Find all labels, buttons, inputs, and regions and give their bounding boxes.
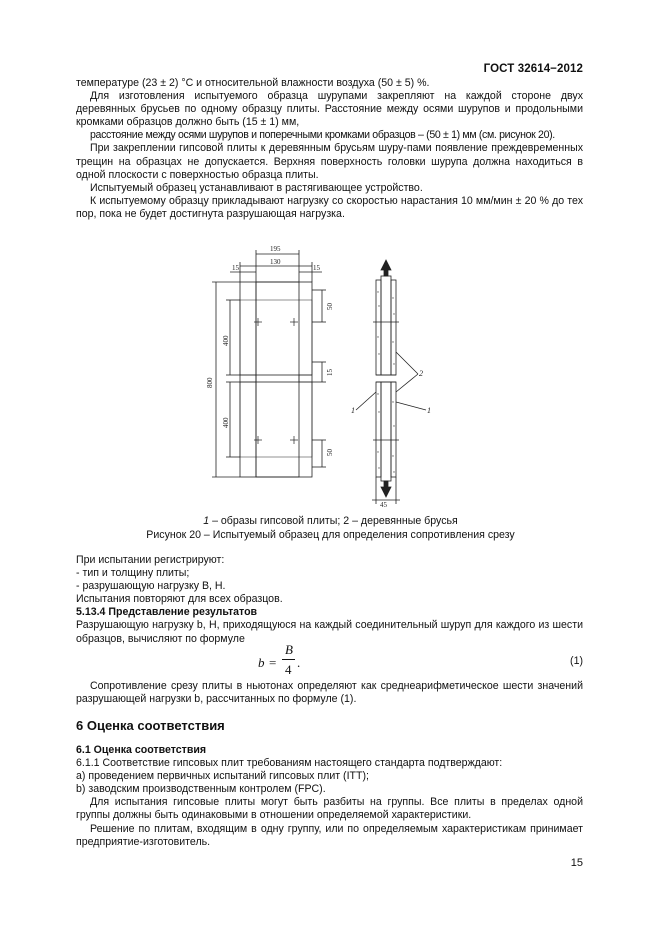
paragraph: расстояние между осями шурупов и поперечными кромками образцов – (50 ± 1) мм (см. рисунок 20). xyxy=(90,129,555,142)
dim-50-top: 50 xyxy=(326,303,334,310)
conformity-text xyxy=(76,744,583,849)
paragraph: Для изготовления испытуемого образца шурупами закрепляют на каждой стороне двух деревянных брусьев по одному образцу плиты. Расстояние между осями шурупов и продольными кромками образцов должно быть (15 ± 1) мм, xyxy=(76,90,583,129)
result-text xyxy=(76,680,583,706)
formula-denominator: 4 xyxy=(285,662,292,677)
dim-50-bottom: 50 xyxy=(326,449,334,456)
paragraph: Испытания повторяют для всех образцов. xyxy=(76,593,283,606)
paragraph: Разрушающую нагрузку b, Н, приходящуюся на каждый соединительный шуруп для каждого из шести образцов, вычисляют по формуле xyxy=(76,619,583,645)
specimen-drawing xyxy=(206,242,468,509)
fraction-bar xyxy=(282,659,295,660)
figure-legend xyxy=(0,515,661,527)
section-heading-5-13-4: 5.13.4 Представление результатов xyxy=(76,606,258,619)
wooden-beam-outline xyxy=(256,282,299,477)
standard-header: ГОСТ 32614−2012 xyxy=(483,63,583,75)
paragraph: При закреплении гипсовой плиты к деревянным брусьям шуру-пами появление преждевременных трещин на образцах не допускается. Верхняя поверхность головки шурупа должна находиться в одной плоскости с поверхностью образца плиты. xyxy=(76,142,583,181)
dim-800: 800 xyxy=(206,377,214,388)
dim-400-bottom: 400 xyxy=(222,417,230,428)
page-number: 15 xyxy=(570,857,583,869)
test-procedure-text xyxy=(76,77,583,221)
list-item: - тип и толщину плиты; xyxy=(76,567,190,580)
dim-45: 45 xyxy=(380,501,387,509)
legend-number-1: 1 xyxy=(203,515,210,527)
equation-number: (1) xyxy=(570,655,583,667)
dim-130: 130 xyxy=(270,258,281,266)
arrow-down-icon xyxy=(381,487,391,497)
paragraph: При испытании регистрируют: xyxy=(76,554,225,566)
registration-list xyxy=(76,554,583,646)
dim-400-top: 400 xyxy=(222,335,230,346)
paragraph: Испытуемый образец устанавливают в растягивающее устройство. xyxy=(90,181,423,194)
board-left-top xyxy=(376,280,381,375)
paragraph: К испытуемому образцу прикладывают нагрузку со скоростью нарастания 10 мм/мин ± 20 % до тех пор, пока не будет достигнута разрушающая нагрузка. xyxy=(76,194,583,220)
paragraph: Для испытания гипсовые плиты могут быть разбиты на группы. Все плиты в пределах одной группы должны быть одинаковыми в отношении определяемой характеристики. xyxy=(76,796,583,822)
arrow-up-icon xyxy=(381,260,391,270)
section-heading-6: 6 Оценка соответствия xyxy=(76,718,225,733)
board-left-bottom xyxy=(376,382,381,477)
legend-text-1: – образы гипсовой плиты; xyxy=(209,515,344,527)
paragraph: Решение по плитам, входящим в одну группу, или по определяемым характеристикам принимает предприятие-изготовитель. xyxy=(76,822,583,848)
figure-20 xyxy=(206,242,468,509)
dim-15-left: 15 xyxy=(232,264,239,272)
formula-dot: . xyxy=(297,655,301,670)
label-1-right: 1 xyxy=(427,406,431,415)
label-2: 2 xyxy=(419,369,423,378)
formula-lhs: b xyxy=(258,655,265,670)
paragraph: температуре (23 ± 2) °С и относительной влажности воздуха (50 ± 5) %. xyxy=(76,77,430,89)
paragraph: Сопротивление срезу плиты в ньютонах определяют как среднеарифметическое шести значений разрушающей нагрузки b, рассчитанных по формуле (1). xyxy=(76,680,583,706)
legend-number-2: 2 xyxy=(343,515,350,527)
board-right-bottom xyxy=(391,382,396,477)
dim-15-right: 15 xyxy=(313,264,320,272)
label-1-left: 1 xyxy=(351,406,355,415)
formula-equals: = xyxy=(269,655,277,670)
list-item: - разрушающую нагрузку B, Н. xyxy=(76,580,226,593)
board-outline xyxy=(240,282,312,477)
formula-1 xyxy=(240,642,380,682)
paragraph: 6.1.1 Соответствие гипсовых плит требованиям настоящего стандарта подтверждают: xyxy=(76,757,503,770)
list-item: а) проведением первичных испытаний гипсовых плит (ITT); xyxy=(76,770,369,783)
section-heading-6-1: 6.1 Оценка соответствия xyxy=(76,744,207,756)
legend-text-2: – деревянные брусья xyxy=(349,515,458,527)
list-item: b) заводским производственным контролем (FPC). xyxy=(76,783,326,796)
board-right-top xyxy=(391,280,396,375)
dim-195: 195 xyxy=(270,245,281,253)
dim-15-middle: 15 xyxy=(326,369,334,376)
figure-caption: Рисунок 20 – Испытуемый образец для определения сопротивления срезу xyxy=(146,529,515,541)
formula-numerator: B xyxy=(285,642,293,657)
